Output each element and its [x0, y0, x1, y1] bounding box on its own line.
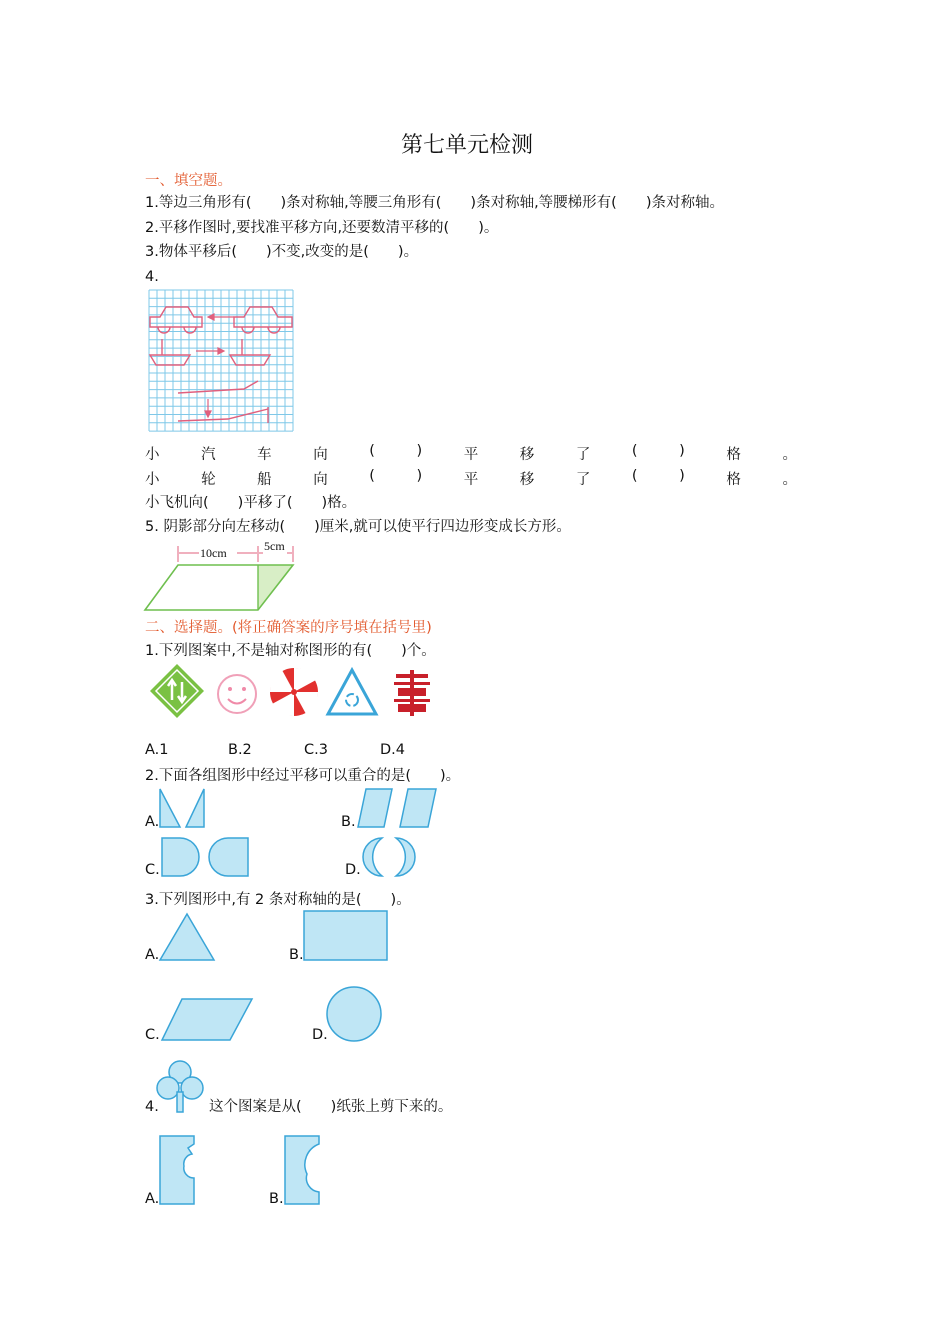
spread-char: 移: [519, 472, 535, 488]
spread-char: 格: [726, 447, 741, 463]
spread-char: ): [679, 443, 685, 459]
s2-q3-triangle: [158, 912, 218, 962]
pinwheel-icon: [270, 668, 318, 716]
s1-q4-line3: 小飞机向( )平移了( )格。: [145, 495, 357, 511]
s2-q3-option-a: A.: [145, 947, 160, 963]
s1-q2: 2.平移作图时,要找准平移方向,还要数清平移的( )。: [145, 220, 499, 236]
length-label-10cm: 10cm: [200, 546, 227, 560]
plane-figures: [178, 381, 268, 423]
translation-grid-figure: [148, 289, 294, 433]
section1-heading: 一、填空题。: [145, 173, 232, 189]
s2-q3: 3.下列图形中,有 2 条对称轴的是( )。: [145, 892, 411, 908]
s1-q5: 5. 阴影部分向左移动( )厘米,就可以使平行四边形变成长方形。: [145, 519, 571, 535]
s2-q1-option-b: B.2: [228, 742, 252, 758]
spread-char: 了: [575, 447, 591, 463]
s1-q4-label: 4.: [145, 269, 159, 285]
s2-q4-option-a: A.: [145, 1191, 160, 1207]
spread-char: 小: [145, 447, 160, 463]
s1-q3: 3.物体平移后( )不变,改变的是( )。: [145, 244, 419, 260]
s1-q4-line1: [145, 443, 797, 464]
s2-q2-shape-d: [360, 836, 420, 878]
spread-char: 向: [313, 472, 328, 488]
s2-q4-label: 4.: [145, 1099, 159, 1115]
spread-char: 轮: [201, 472, 216, 488]
s2-q2-shape-b: [356, 787, 438, 829]
spread-char: 平: [463, 447, 479, 463]
spread-char: 向: [313, 447, 328, 463]
s2-q2-shape-c: [160, 836, 252, 878]
s2-q3-option-d: D.: [312, 1027, 328, 1043]
spread-char: 平: [463, 472, 479, 488]
symbol-row: [150, 662, 440, 722]
section2-heading: 二、选择题。(将正确答案的序号填在括号里): [145, 620, 432, 636]
smiley-icon: [218, 675, 256, 713]
spread-char: 小: [145, 472, 160, 488]
spread-char: 了: [575, 472, 591, 488]
boat-figures: [150, 339, 270, 365]
spread-char: (: [369, 443, 375, 459]
spread-char: (: [631, 468, 638, 484]
double-happiness-icon: [392, 670, 432, 716]
s2-q3-option-c: C.: [145, 1027, 160, 1043]
s2-q1-option-d: D.4: [380, 742, 405, 758]
spread-char: ): [416, 468, 423, 484]
s2-q3-parallelogram: [160, 997, 256, 1043]
spread-char: ): [679, 468, 685, 484]
diamond-sign-icon: [150, 664, 204, 718]
s2-q4-option-b: B.: [269, 1191, 284, 1207]
spread-char: 移: [519, 447, 535, 463]
s1-q4-line2: [145, 468, 797, 489]
spread-char: ): [416, 443, 423, 459]
spread-char: (: [631, 443, 638, 459]
spread-char: 汽: [201, 447, 216, 463]
s2-q3-circle: [326, 986, 384, 1044]
s2-q4: 这个图案是从( )纸张上剪下来的。: [209, 1099, 453, 1115]
recycle-triangle-icon: [328, 670, 376, 714]
spread-char: 船: [257, 472, 272, 488]
s1-q1: 1.等边三角形有( )条对称轴,等腰三角形有( )条对称轴,等腰梯形有( )条对称轴。: [145, 195, 724, 211]
length-label-5cm: 5cm: [264, 539, 285, 553]
spread-char: 。: [782, 447, 797, 463]
s2-q1: 1.下列图案中,不是轴对称图形的有( )个。: [145, 643, 436, 659]
s2-q2-option-d: D.: [345, 862, 361, 878]
s2-q4-shape-a: [158, 1134, 198, 1206]
s2-q1-option-c: C.3: [304, 742, 328, 758]
s2-q2-option-b: B.: [341, 814, 356, 830]
s2-q4-shape-b: [283, 1134, 323, 1206]
s2-q2-option-a: A.: [145, 814, 160, 830]
spread-char: 。: [782, 472, 797, 488]
page-title: 第七单元检测: [401, 133, 534, 158]
s2-q3-rectangle: [303, 910, 389, 962]
s2-q1-option-a: A.1: [145, 742, 169, 758]
parallelogram-figure: [143, 540, 298, 612]
s2-q2-shape-a: [158, 787, 208, 829]
grid-lines: [149, 290, 293, 431]
s2-q2: 2.下面各组图形中经过平移可以重合的是( )。: [145, 768, 461, 784]
spread-char: 格: [726, 472, 741, 488]
arrow-icons: [196, 314, 234, 417]
s2-q3-option-b: B.: [289, 947, 304, 963]
spread-char: (: [369, 468, 375, 484]
spread-char: 车: [257, 447, 272, 463]
s2-q2-option-c: C.: [145, 862, 160, 878]
club-icon: [156, 1058, 206, 1114]
